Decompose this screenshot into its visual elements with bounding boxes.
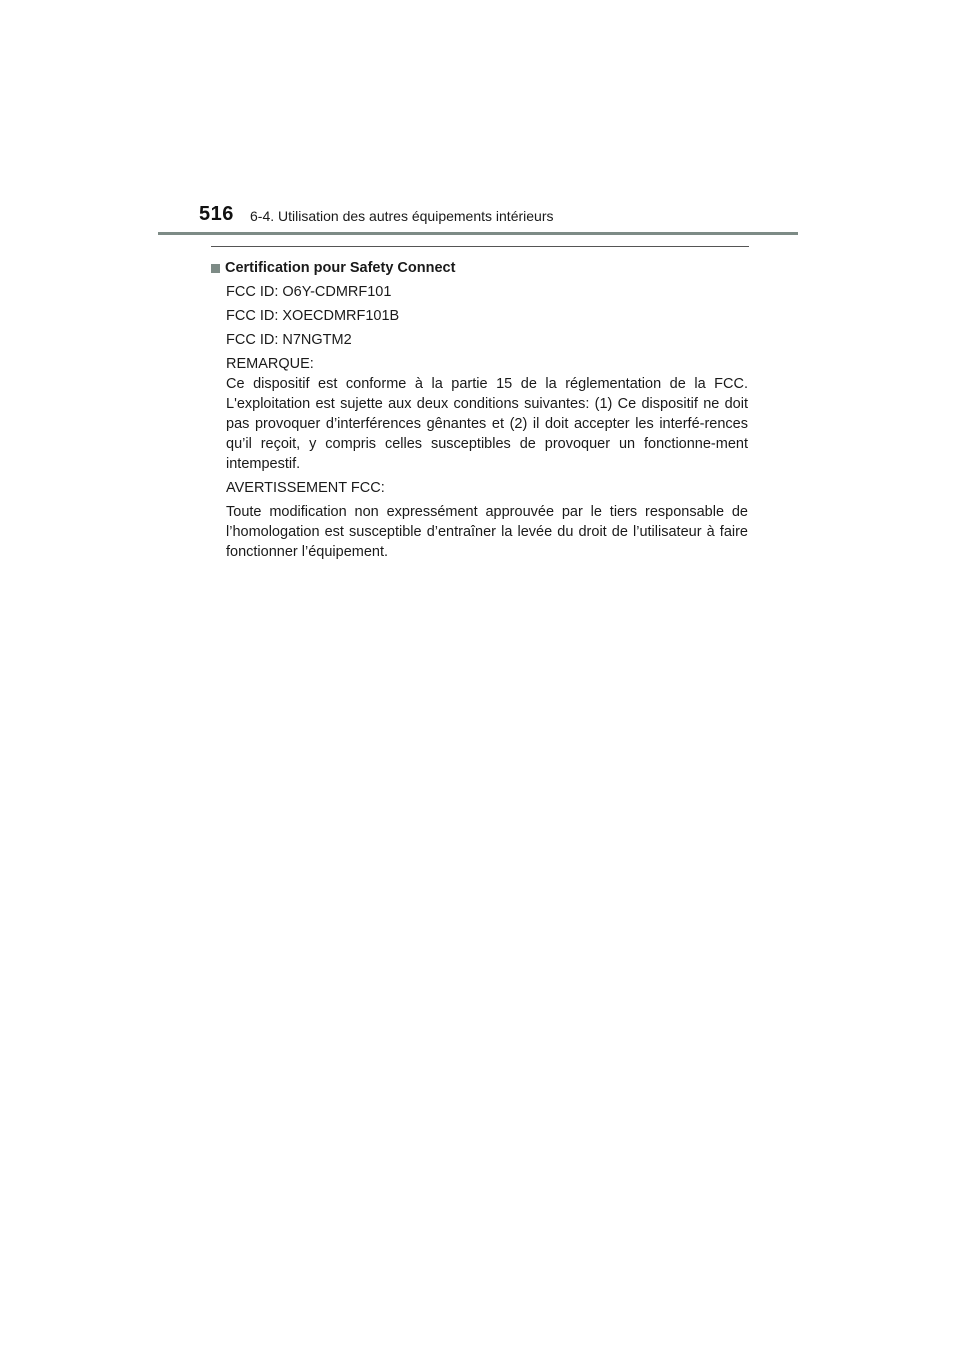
- chapter-title: 6-4. Utilisation des autres équipements intérieurs: [250, 208, 554, 224]
- square-bullet-icon: [211, 264, 220, 273]
- warning-label: AVERTISSEMENT FCC:: [226, 480, 385, 496]
- section-heading-text: Certification pour Safety Connect: [225, 260, 456, 276]
- fcc-id-line: FCC ID: N7NGTM2: [226, 332, 352, 348]
- fcc-id-line: FCC ID: O6Y-CDMRF101: [226, 284, 392, 300]
- section-heading: [211, 258, 748, 278]
- notice-text: Ce dispositif est conforme à la partie 15 de la réglementation de la FCC. L'exploitation est sujette aux deux conditions suivantes: (1) Ce dispositif ne doit pas provoquer d’interférences gênantes et (2) il doit accepter les interfé-rences qu’il reçoit, y compris celles susceptibles de provoquer un fonctionne-ment intempestif.: [226, 376, 748, 472]
- header-rule: [158, 232, 798, 235]
- main-content: [211, 258, 748, 566]
- fcc-id-line: FCC ID: XOECDMRF101B: [226, 308, 400, 324]
- page-number: 516: [199, 203, 234, 225]
- section-rule: [211, 246, 749, 247]
- notice-label: REMARQUE:: [226, 356, 314, 372]
- section-body: [211, 282, 748, 562]
- warning-text: Toute modification non expressément approuvée par le tiers responsable de l’homologation est susceptible d’entraîner la levée du droit de l’utilisateur à faire fonctionner l’équipement.: [226, 504, 748, 560]
